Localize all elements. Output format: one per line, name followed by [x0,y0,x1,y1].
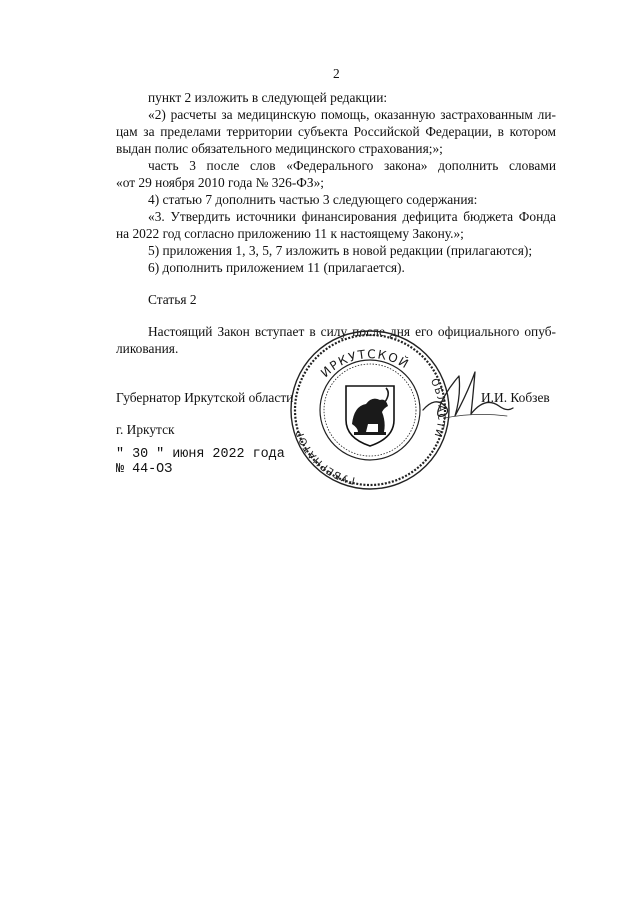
paragraph-line-5: часть 3 после слов «Федерального закона» дополнить словами [148,158,556,173]
seal-text-right: ОБЛАСТИ [427,376,447,440]
paragraph-line-6: «от 29 ноября 2010 года № 326-ФЗ»; [116,175,325,190]
paragraph-line-7: 4) статью 7 дополнить частью 3 следующего содержания: [148,192,478,207]
paragraph-line-4: выдан полис обязательного медицинского страхования;»; [116,141,443,156]
paragraph-line-3: цам за пределами территории субъекта Российской Федерации, в котором [116,124,556,139]
coat-of-arms-icon [346,386,394,446]
seal-text-left: ГУБЕРНАТОР [294,428,357,486]
signatory-name: И.И. Кобзев [481,390,550,405]
paragraph-line-2: «2) расчеты за медицинскую помощь, оказанную застрахованным ли- [148,107,556,122]
law-number: № 44-ОЗ [116,462,173,477]
page-number: 2 [333,66,340,81]
entry-into-force-line-2: ликования. [116,341,179,356]
paragraph-line-8: «3. Утвердить источники финансирования дефицита бюджета Фонда [148,209,556,224]
signing-date: " 30 " июня 2022 года [116,447,285,462]
seal-text-top: ИРКУТСКОЙ [318,347,412,381]
paragraph-line-10: 5) приложения 1, 3, 5, 7 изложить в новой редакции (прилагаются); [148,243,533,258]
entry-into-force-line-1: Настоящий Закон вступает в силу после дня его официального опуб- [148,324,556,339]
paragraph-line-9: на 2022 год согласно приложению 11 к настоящему Закону.»; [116,226,464,241]
paragraph-line-1: пункт 2 изложить в следующей редакции: [148,90,388,105]
article-heading: Статья 2 [148,292,197,307]
paragraph-line-11: 6) дополнить приложением 11 (прилагается). [148,260,405,275]
signing-place: г. Иркутск [116,422,175,437]
signatory-title: Губернатор Иркутской области [116,390,294,405]
